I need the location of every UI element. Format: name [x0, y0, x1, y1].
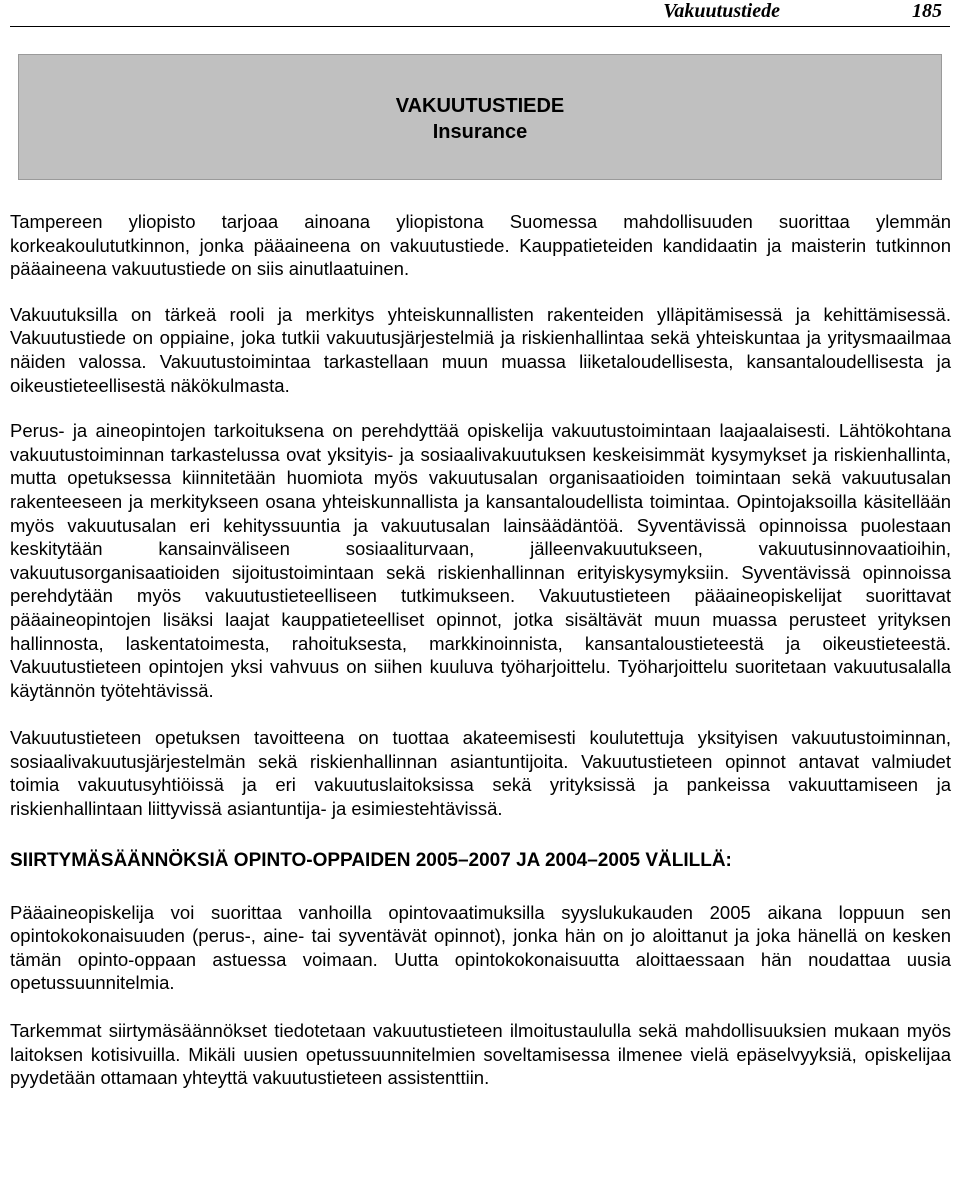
paragraph-transition: Pääaineopiskelija voi suorittaa vanhoilla opintovaatimuksilla syyslukukauden 2005 aikana loppuun sen opintokokonaisuuden (perus-, aine- tai syventävät opinnot), jonka hän on jo aloittanut ja joka hänellä on kesken tämän opinto-oppaan astuessa voimaan. Uutta opintokokonaisuutta aloittaessaan hän noudattaa uusia opetussuunnitelmia. — [10, 901, 951, 994]
document-body — [10, 210, 951, 1090]
paragraph-goals: Vakuutustieteen opetuksen tavoitteena on tuottaa akateemisesti koulutettuja yksityisen vakuutustoiminnan, sosiaalivakuutusjärjestelmän sekä riskienhallinnan asiantuntijoita. Vakuutustieteen opinnot antavat valmiudet toimia vakuutusyhtiöissä ja eri vakuutuslaitoksissa sekä yrityksissä ja pankeissa vakuuttamiseen ja riskienhallintaan liittyvissä asiantuntija- ja esimiestehtävissä. — [10, 727, 951, 820]
title-box — [18, 54, 942, 180]
paragraph-role: Vakuutuksilla on tärkeä rooli ja merkitys yhteiskunnallisten rakenteiden ylläpitämisessä ja kehittämisessä. Vakuutustiede on oppiaine, joka tutkii vakuutusjärjestelmiä ja riskienhallintaa sekä yhteiskuntaa ja yritysmaailmaa näiden valossa. Vakuutustoimintaa tarkastellaan muun muassa liiketaloudellisesta, kansantaloudellisesta ja oikeustieteellisestä näkökulmasta. — [10, 303, 951, 396]
running-header — [10, 0, 950, 27]
page-subtitle: Insurance — [432, 121, 528, 143]
journal-name: Vakuutustiede — [663, 0, 780, 22]
page-number: 185 — [912, 0, 942, 22]
paragraph-studies: Perus- ja aineopintojen tarkoituksena on perehdyttää opiskelija vakuutustoimintaan laajaalaisesti. Lähtökohtana vakuutustoiminnan tarkastelussa ovat yksityis- ja sosiaalivakuutuksen keskeisimmät kysymykset ja riskienhallinta, mutta opetuksessa kiinnitetään huomiota myös vakuutusalan organisaatioiden toimintaan sekä vakuutusalan rakenteeseen ja merkitykseen osana yhteiskunnallista ja kansantaloudellista toimintaa. Opintojaksoilla käsitellään myös vakuutusalan eri kehityssuuntia ja vakuutusalan lainsäädäntöä. Syventävissä opinnoissa puolestaan keskitytään kansainväliseen sosiaaliturvaan, jälleenvakuutukseen, vakuutusinnovaatioihin, vakuutusorganisaatioiden sijoitustoimintaan sekä riskienhallinnan erityiskysymyksiin. Syventävissä opinnoissa perehdytään myös vakuutustieteelliseen tutkimukseen. Vakuutustieteen pääaineopiskelijat suorittavat pääaineopintojen lisäksi laajat kauppatieteelliset opinnot, jotka sisältävät muun muassa perusteet yrityksen hallinnosta, laskentatoimesta, rahoituksesta, markkinoinnista, kansantaloustieteestä ja oikeustieteestä. Vakuutustieteen opintojen yksi vahvuus on siihen kuuluva työharjoittelu. Työharjoittelu suoritetaan vakuutusalalla käytännön työtehtävissä. — [10, 420, 951, 701]
paragraph-intro: Tampereen yliopisto tarjoaa ainoana yliopistona Suomessa mahdollisuuden suorittaa ylemmän korkeakoulututkinnon, jonka pääaineena on vakuutustiede. Kauppatieteiden kandidaatin ja maisterin tutkinnon pääaineena vakuutustiede on siis ainutlaatuinen. — [10, 211, 951, 280]
paragraph-more-info: Tarkemmat siirtymäsäännökset tiedotetaan vakuutustieteen ilmoitustaululla sekä mahdollisuuksien mukaan myös laitoksen kotisivuilla. Mikäli uusien opetussuunnitelmien soveltamisessa ilmenee vielä epäselvyyksiä, opiskelijaa pyydetään ottamaan yhteyttä vakuutustieteen assistenttiin. — [10, 1020, 951, 1089]
section-heading: SIIRTYMÄSÄÄNNÖKSIÄ OPINTO-OPPAIDEN 2005–2007 JA 2004–2005 VÄLILLÄ: — [10, 849, 732, 871]
page-title: VAKUUTUSTIEDE — [395, 95, 565, 117]
